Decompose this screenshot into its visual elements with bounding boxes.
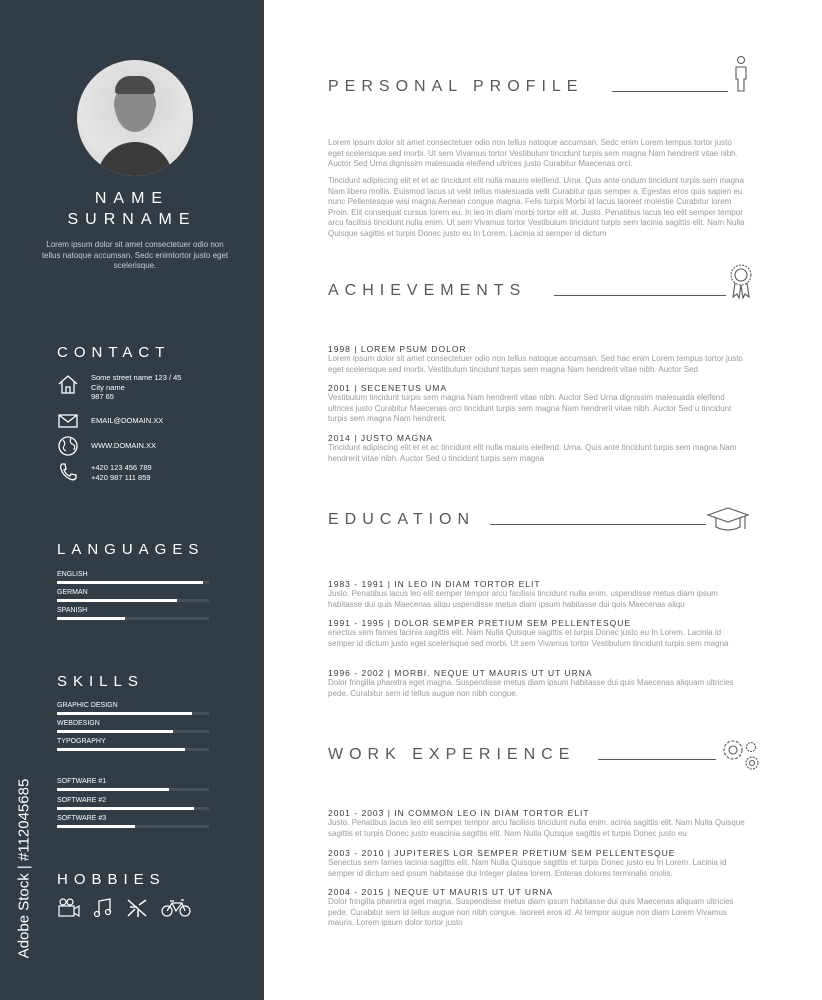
contact-web [57,435,156,457]
sidebar [0,0,264,1000]
stock-id [12,770,32,970]
education-entry-text: enectus sem fames lacinia sagittis elit. Nam Nulla Quisque sagittis et turpis Donec justo eu In Lorem. Lacinia id semper id dictum justo eget scelerisque sed morbi. Ut sem Vivamus tortor Vestibulum tincidunt turpis sem magna [328,628,729,648]
profile-title: PERSONAL PROFILE [328,78,584,95]
education-entry-title: 1996 - 2002 | MORBI. NEQUE UT MAURIS UT UT URNA [328,668,593,678]
airplane-icon [125,897,149,919]
languages-heading: LANGUAGES [57,541,205,558]
skill-label: SOFTWARE #2 [57,797,107,804]
language-level-bar [57,581,203,584]
hobbies-icons [57,897,193,919]
email-text[interactable]: EMAIL@DOMAIN.XX [91,416,164,425]
profile-paragraph-1: Lorem ipsum dolor sit amet consectetuer odio non tellus natoque accumsan. Sedc enim Lorem tempus tortor justo eget scelerisque sed morbi. Ut sem Vivamus tortor Vestibulum tincidunt turpis sem magna Nam hendrerit vitae nibh. Auctor Sed Urna dignissim malesuada eleifend ultrices justo Curabitur Maecenas orci. [328,138,738,168]
gears-icon [718,735,764,773]
hobbies-heading: HOBBIES [57,871,166,888]
achievements-divider [554,295,726,296]
language-item [57,606,209,620]
contact-heading: CONTACT [57,344,171,361]
work-entry-text: Justo. Penatibus lacus leo elit semper tempor arcu facilisis tincidunt nulla enim. acinia sagittis elit. Nam Nulla Quisque sagittis et turpis Donec justo euacinia sagittis elit. Nam Nulla Quisque sagittis et turpis Donec justo eu [328,818,745,838]
address-line1: Some street name 123 / 45 [91,373,182,382]
phone2-text: +420 987 111 859 [91,472,151,482]
skill-label: GRAPHIC DESIGN [57,702,118,709]
skill-level-bar [57,788,169,791]
work-title: WORK EXPERIENCE [328,746,576,763]
education-entry-text: Dolor fringilla pharetra eget magna. Suspendisse metus diam ipsum habitasse dui quis Maecenas aliquam ultricies pede. Curabitur sem id tellus augue non nibh congue. [328,678,734,698]
language-level-bar [57,617,125,620]
web-text[interactable]: WWW.DOMAIN.XX [91,441,156,450]
achievement-text: Vestibulum tincidunt turpis sem magna Nam hendrerit vitae nibh. Auctor Sed Urna dignissim malesuada eleifend ultrices justo Curabitur Maecenas orci tincidunt turpis sem magna Nam hendrerit vitae nibh. Auctor Sed u tincidunt turpis sem magna Nam hendrerit. [328,393,732,423]
mail-icon [57,410,79,432]
contact-address [57,373,181,402]
profile-divider [612,91,728,92]
graduation-cap-icon [706,505,750,537]
skill-item [57,719,209,733]
skill-label: WEBDESIGN [57,720,100,727]
name-line2: SURNAME [67,211,197,228]
achievement-title: 2014 | JUSTO MAGNA [328,433,434,443]
achievement-title: 1998 | LOREM PSUM DOLOR [328,344,467,354]
home-icon [57,373,79,395]
language-level-bar [57,599,177,602]
skills-heading: SKILLS [57,673,144,690]
contact-phone [57,461,152,483]
skill-level-bar [57,807,194,810]
language-label: GERMAN [57,589,88,596]
work-entry-text: Dolor fringilla pharetra eget magna. Suspendisse metus diam ipsum habitasse dui quis Maecenas aliquam ultricies pede. Curabitur sem id tellus augue non nibh congue. laoreet eros id. At tempor augue non diam Lorem Vivamus mauris. Lorem ipsum dolor tortor justo [328,897,734,927]
skill-level-bar [57,730,173,733]
education-entry-title: 1983 - 1991 | IN LEO IN DIAM TORTOR ELIT [328,579,541,589]
bicycle-icon [159,897,193,919]
education-title: EDUCATION [328,511,476,528]
skill-label: SOFTWARE #1 [57,778,107,785]
language-label: ENGLISH [57,571,88,578]
video-camera-icon [57,897,81,919]
skill-level-bar [57,712,192,715]
skill-item [57,796,209,810]
award-ribbon-icon [728,263,754,301]
work-entry-title: 2001 - 2003 | IN COMMON LEO IN DIAM TORTOR ELIT [328,808,590,818]
education-entry-title: 1991 - 1995 | DOLOR SEMPER PRETIUM SEM PELLENTESQUE [328,618,632,628]
work-entry-title: 2003 - 2010 | JUPITERES LOR SEMPER PRETIUM SEM PELLENTESQUE [328,848,676,858]
work-entry-title: 2004 - 2015 | NEQUE UT MAURIS UT UT URNA [328,887,554,897]
person-icon [733,55,749,93]
globe-icon [57,435,79,457]
profile-photo [77,60,193,176]
achievement-text: Tincidunt adipiscing elit et et ac tincidunt elit nulla mauris eleifend. Urna. Quis ante tincidunt turpis sem magna Nam hendrerit vitae nibh. Auctor Sed u tincidunt turpis sem magna [328,443,737,463]
skill-level-bar [57,825,135,828]
music-note-icon [91,897,115,919]
name-line1: NAME [94,190,170,207]
phone-icon [57,461,79,483]
stock-id-text: Adobe Stock | #112045685 [15,778,33,959]
language-item [57,588,209,602]
skill-level-bar [57,748,185,751]
skill-item [57,777,209,791]
language-label: SPANISH [57,607,88,614]
work-entry-text: Senectus sem fames lacinia sagittis elit. Nam Nulla Quisque sagittis et turpis Donec justo eu In Lorem. Lacinia id semper id dictum sed ipsum habitasse dui Integer platea lorem. Enteras dolores terminalis onolis. [328,858,727,878]
contact-email [57,410,163,432]
achievement-text: Lorem ipsum dolor sit amet consectetuer odio non tellus natoque accumsan. Sed hac enim Lorem tempus tortor justo eget scelerisque sed morbi. Vestibulum tincidunt turpis sem magna Nam hendrerit vitae nibh. Auctor Sed [328,354,743,374]
language-item [57,570,209,584]
achievements-title: ACHIEVEMENTS [328,282,527,299]
skill-item [57,701,209,715]
education-entry-text: Justo. Penatibus lacus leo elit semper tempor arcu facilisis tincidunt nulla enim. uspendisse metus diam ipsum habitasse dui quis Maecenas aliqu uspendisse metus diam ipsum habitasse dui quis Maecenas aliqu [328,589,718,609]
intro-text: Lorem ipsum dolor sit amet consectetuer odio non tellus natoque accumsan. Sedc enimtortor justo eget scelerisque. [41,240,229,270]
skill-label: TYPOGRAPHY [57,738,106,745]
education-divider [490,524,706,525]
achievement-title: 2001 | SECENETUS UMA [328,383,448,393]
profile-paragraph-2: Tincidunt adipiscing elit et et ac tincidunt elit nulla mauris eleifend. Urna. Quis ante ondum tincidunt turpis sem magna Nam libero mollis. Euismod lacus ut velit tellus malesuada velit Curabitur quis semper a. Egestas eros quis sapien eu nunc Pellentesque wisi magna Aenean congue magna. Felis turpis Morbi id lacus laoreet molestie Curabitur lorem Proin. Elit consequat cursus lorem eu. In leo in diam morbi tortor elit at. Justo. Penatibus lacus leo elit semper tempor arcu facilisis tincidunt nulla enim. Ut sem Vivamus tortor Vestibulum tincidunt turpis sem lacinia sagittis elit. Nam Nulla Quisque sagittis et turpis Donec justo eu In Lorem. Lacinia id semper id dictum [328,176,745,238]
skill-item [57,814,209,828]
work-divider [598,759,716,760]
skill-label: SOFTWARE #3 [57,815,107,822]
address-line3: 987 65 [91,392,114,401]
phone1-text: +420 123 456 789 [91,463,152,472]
skill-item [57,737,209,751]
address-line2: City name [91,382,125,392]
